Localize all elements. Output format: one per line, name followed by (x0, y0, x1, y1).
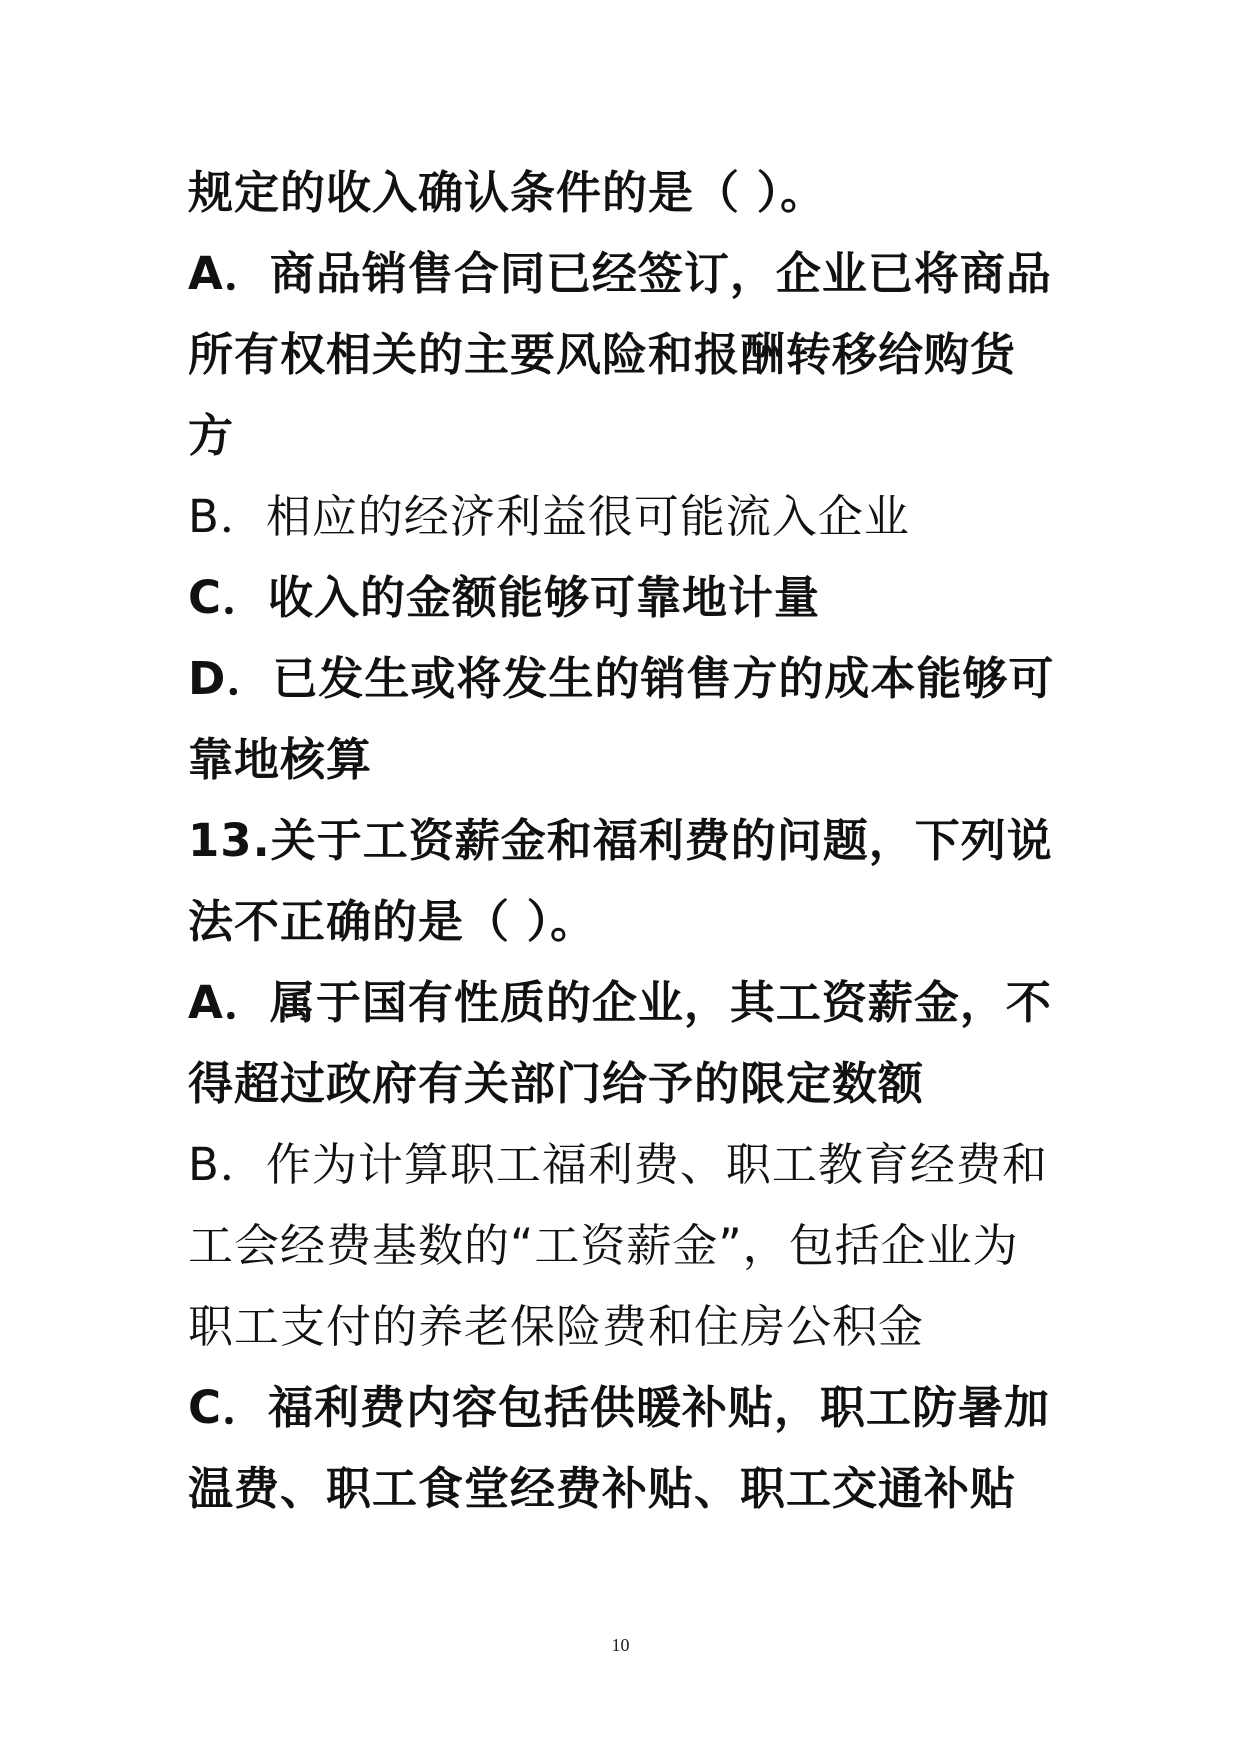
text-line-1: 规定的收入确认条件的是（ ）。 (188, 166, 827, 219)
q13-option-b-line-2: 工会经费基数的“工资薪金”，包括企业为 (188, 1219, 1019, 1272)
option-c-line: C．收入的金额能够可靠地计量 (188, 571, 821, 624)
q13-option-b-line-3: 职工支付的养老保险费和住房公积金 (188, 1300, 925, 1353)
option-d-line-1: D．已发生或将发生的销售方的成本能够可 (188, 652, 1055, 705)
q13-option-c-line-1: C．福利费内容包括供暖补贴，职工防暑加 (188, 1381, 1051, 1434)
q13-option-c-line-2: 温费、职工食堂经费补贴、职工交通补贴 (188, 1462, 1017, 1515)
option-a-line-1: A．商品销售合同已经签订，企业已将商品 (188, 247, 1052, 300)
q13-option-b-line-1: B．作为计算职工福利费、职工教育经费和 (188, 1138, 1048, 1191)
page-number: 10 (611, 1635, 630, 1655)
option-a-line-3: 方 (188, 409, 235, 462)
question-13-line-2: 法不正确的是（ ）。 (188, 895, 597, 948)
option-a-line-2: 所有权相关的主要风险和报酬转移给购货 (188, 328, 1017, 381)
option-d-line-2: 靠地核算 (188, 733, 373, 786)
q13-option-a-line-2: 得超过政府有关部门给予的限定数额 (188, 1057, 925, 1110)
option-b-line: B．相应的经济利益很可能流入企业 (188, 490, 910, 543)
question-13-line-1: 13.关于工资薪金和福利费的问题，下列说 (188, 814, 1053, 867)
document-body (188, 152, 1058, 1529)
q13-option-a-line-1: A．属于国有性质的企业，其工资薪金，不 (188, 976, 1052, 1029)
